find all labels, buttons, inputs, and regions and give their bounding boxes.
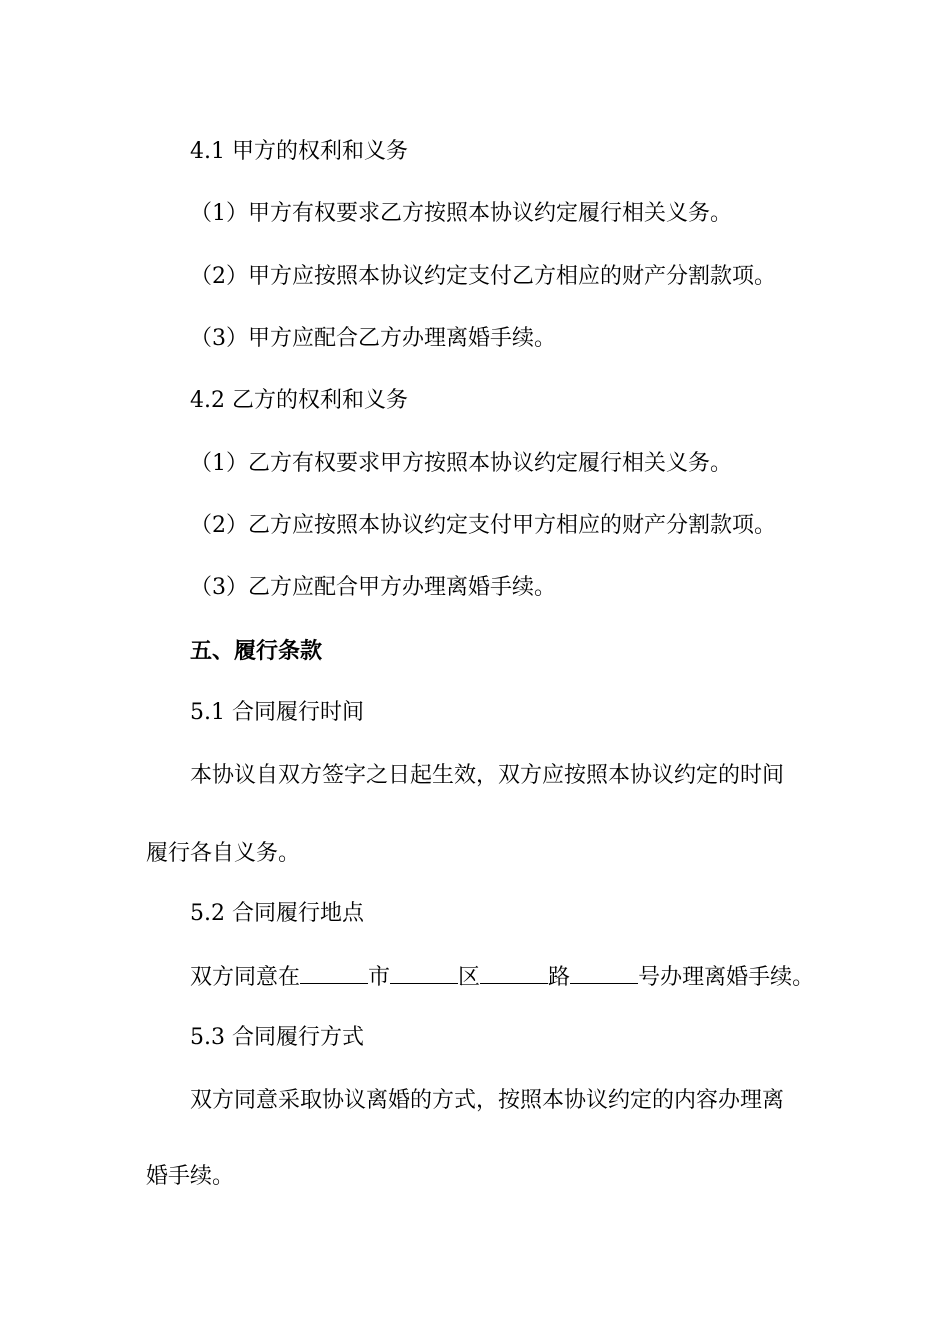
clause-5-3-body-line-1: 双方同意采取协议离婚的方式，按照本协议约定的内容办理离 xyxy=(190,1088,785,1113)
clause-5-2-title: 5.2 合同履行地点 xyxy=(190,901,364,926)
clause-5-1-body-line-2: 履行各自义务。 xyxy=(146,841,301,866)
number-blank xyxy=(570,963,638,984)
road-label: 路 xyxy=(548,965,571,990)
city-blank xyxy=(300,963,368,984)
clause-4-2-title: 4.2 乙方的权利和义务 xyxy=(190,388,408,413)
clause-5-1-title: 5.1 合同履行时间 xyxy=(190,700,364,725)
clause-5-3-body-line-2: 婚手续。 xyxy=(146,1164,235,1189)
clause-4-1-item-1: （1）甲方有权要求乙方按照本协议约定履行相关义务。 xyxy=(190,201,732,226)
district-blank xyxy=(390,963,458,984)
clause-4-2-item-3: （3）乙方应配合甲方办理离婚手续。 xyxy=(190,575,556,600)
city-label: 市 xyxy=(368,965,391,990)
clause-4-1-item-3: （3）甲方应配合乙方办理离婚手续。 xyxy=(190,326,556,351)
district-label: 区 xyxy=(458,965,481,990)
section-5-heading: 五、履行条款 xyxy=(190,638,323,664)
clause-5-2-suffix: 号办理离婚手续。 xyxy=(638,965,815,990)
clause-4-1-title: 4.1 甲方的权利和义务 xyxy=(190,139,408,164)
clause-5-3-title: 5.3 合同履行方式 xyxy=(190,1025,364,1050)
clause-4-1-item-2: （2）甲方应按照本协议约定支付乙方相应的财产分割款项。 xyxy=(190,264,776,289)
road-blank xyxy=(480,963,548,984)
clause-4-2-item-2: （2）乙方应按照本协议约定支付甲方相应的财产分割款项。 xyxy=(190,513,776,538)
clause-5-1-body-line-1: 本协议自双方签字之日起生效，双方应按照本协议约定的时间 xyxy=(190,763,785,788)
clause-5-2-prefix: 双方同意在 xyxy=(190,965,301,990)
clause-4-2-item-1: （1）乙方有权要求甲方按照本协议约定履行相关义务。 xyxy=(190,451,732,476)
clause-5-2-body xyxy=(190,963,814,991)
